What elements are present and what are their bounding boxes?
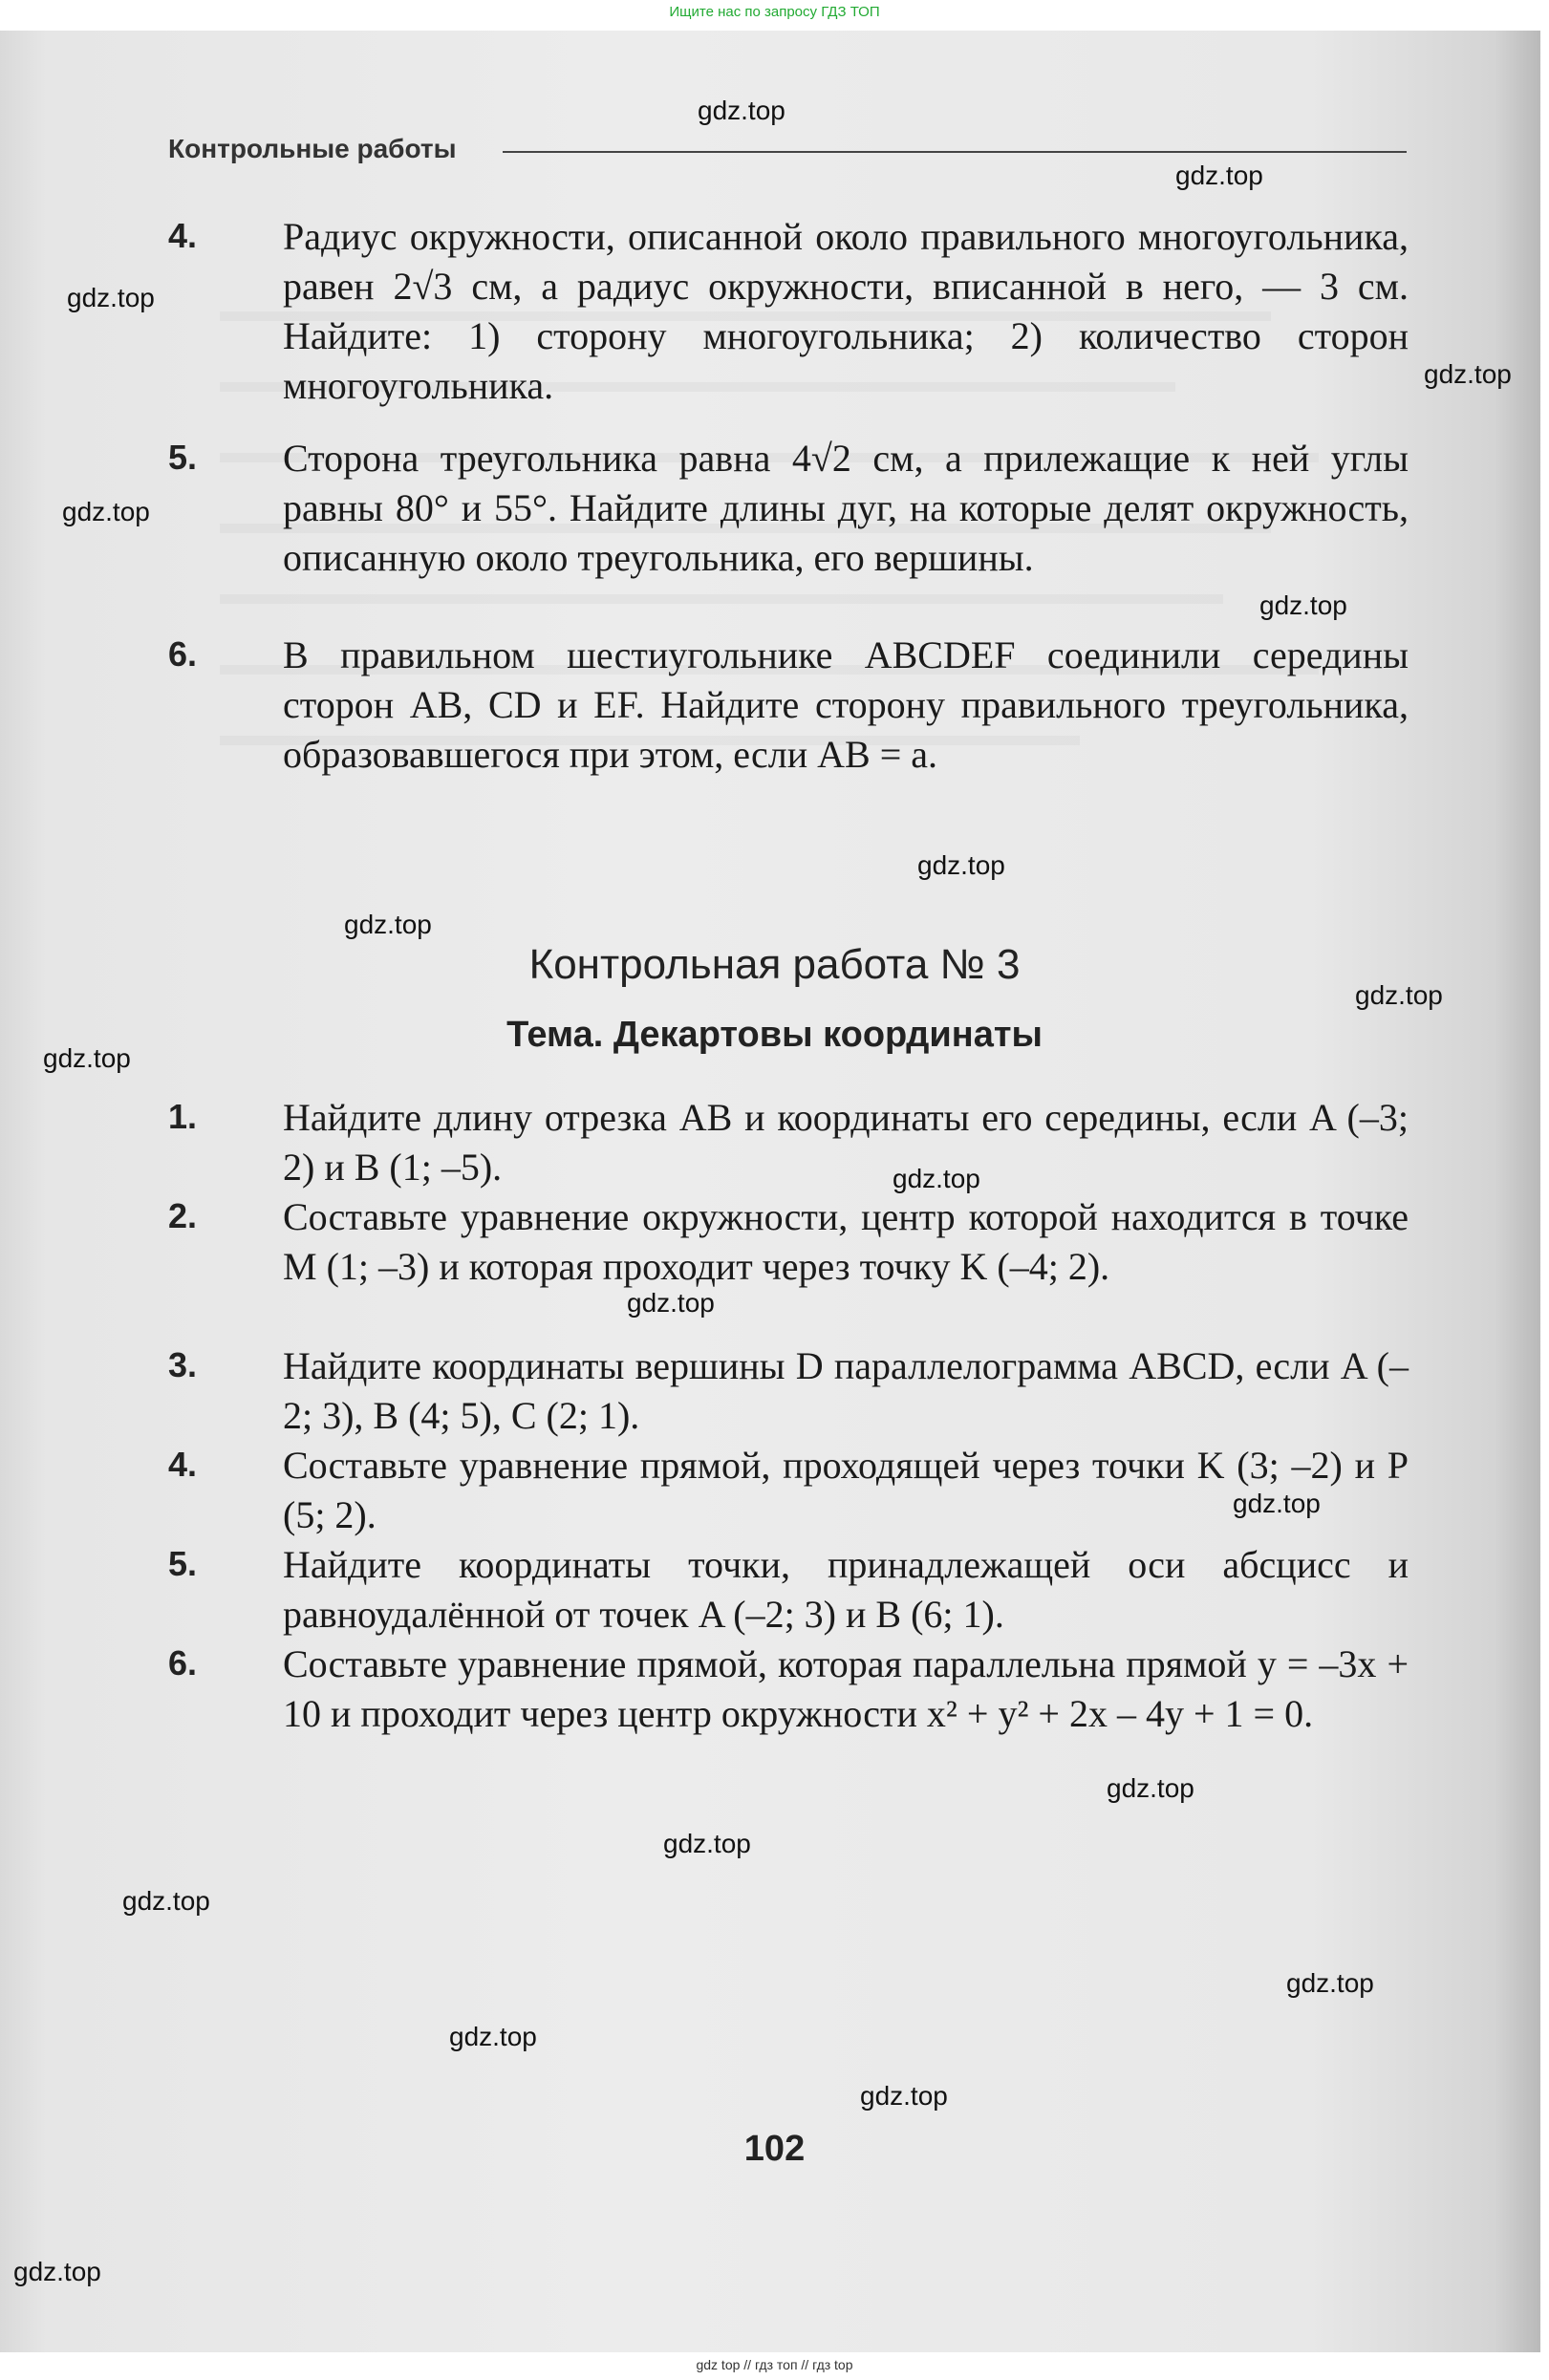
running-header: Контрольные работы xyxy=(168,134,457,163)
watermark: gdz.top xyxy=(344,910,432,939)
problem-text: Составьте уравнение прямой, проходящей через точки K (3; –2) и P (5; 2). xyxy=(283,1444,1409,1536)
problem-text: Радиус окружности, описанной около правильного многоугольника, равен 2√3 см, а радиус окружности, вписанной в него, — 3 см. Найдите: 1) сторону многоугольника; 2) количество сторон многоугольника. xyxy=(283,215,1409,407)
problem-text: Составьте уравнение окружности, центр которой находится в точке M (1; –3) и которая проходит через точку K (–4; 2). xyxy=(283,1195,1409,1288)
problem-number: 5. xyxy=(168,1544,198,1583)
problem-text: В правильном шестиугольнике ABCDEF соединили середины сторон AB, CD и EF. Найдите сторону правильного треугольника, образовавшегося при этом, если AB = a. xyxy=(283,633,1409,776)
header-rule xyxy=(503,151,1407,153)
problem-number: 3. xyxy=(168,1345,198,1384)
problem-text: Найдите координаты вершины D параллелограмма ABCD, если A (–2; 3), B (4; 5), C (2; 1). xyxy=(283,1344,1409,1437)
watermark: gdz.top xyxy=(62,497,150,526)
page-number: 102 xyxy=(743,2129,806,2169)
watermark: gdz.top xyxy=(1259,590,1347,620)
watermark: gdz.top xyxy=(67,283,155,312)
problem-number: 1. xyxy=(168,1097,198,1136)
problem-number: 4. xyxy=(168,216,198,255)
problem-number: 6. xyxy=(168,634,198,674)
watermark: gdz.top xyxy=(1424,359,1512,389)
watermark: gdz.top xyxy=(893,1164,980,1193)
watermark: gdz.top xyxy=(698,96,785,125)
watermark: gdz.top xyxy=(43,1043,131,1073)
watermark: gdz.top xyxy=(122,1886,210,1916)
watermark: gdz.top xyxy=(1175,161,1263,190)
watermark: gdz.top xyxy=(1233,1489,1321,1518)
watermark: gdz.top xyxy=(860,2081,948,2111)
problem-text: Найдите координаты точки, принадлежащей оси абсцисс и равноудалённой от точек A (–2; 3) и B (6; 1). xyxy=(283,1543,1409,1636)
problem-text: Составьте уравнение прямой, которая параллельна прямой y = –3x + 10 и проходит через центр окружности x² + y² + 2x – 4y + 1 = 0. xyxy=(283,1642,1409,1735)
watermark: gdz.top xyxy=(663,1829,751,1858)
problem-number: 2. xyxy=(168,1196,198,1235)
problem-text: Сторона треугольника равна 4√2 см, а прилежащие к ней углы равны 80° и 55°. Найдите длины дуг, на которые делят окружность, описанную около треугольника, его вершины. xyxy=(283,437,1409,579)
watermark: gdz.top xyxy=(627,1288,715,1318)
watermark: gdz.top xyxy=(13,2257,101,2286)
top-banner-text: Ищите нас по запросу ГДЗ ТОП xyxy=(669,4,880,20)
watermark: gdz.top xyxy=(1107,1773,1194,1803)
section-topic: Тема. Декартовы координаты xyxy=(506,1015,1043,1055)
problem-number: 6. xyxy=(168,1643,198,1683)
watermark: gdz.top xyxy=(449,2022,537,2051)
watermark: gdz.top xyxy=(917,850,1005,880)
problem-number: 4. xyxy=(168,1445,198,1484)
section-title: Контрольная работа № 3 xyxy=(528,941,1021,988)
watermark: gdz.top xyxy=(1286,1968,1374,1998)
problem-number: 5. xyxy=(168,438,198,477)
problem-text: Найдите длину отрезка AB и координаты его середины, если A (–3; 2) и B (1; –5). xyxy=(283,1096,1409,1189)
watermark: gdz.top xyxy=(1355,980,1443,1010)
bottom-banner-text: gdz top // гдз топ // гдз top xyxy=(696,2357,853,2372)
